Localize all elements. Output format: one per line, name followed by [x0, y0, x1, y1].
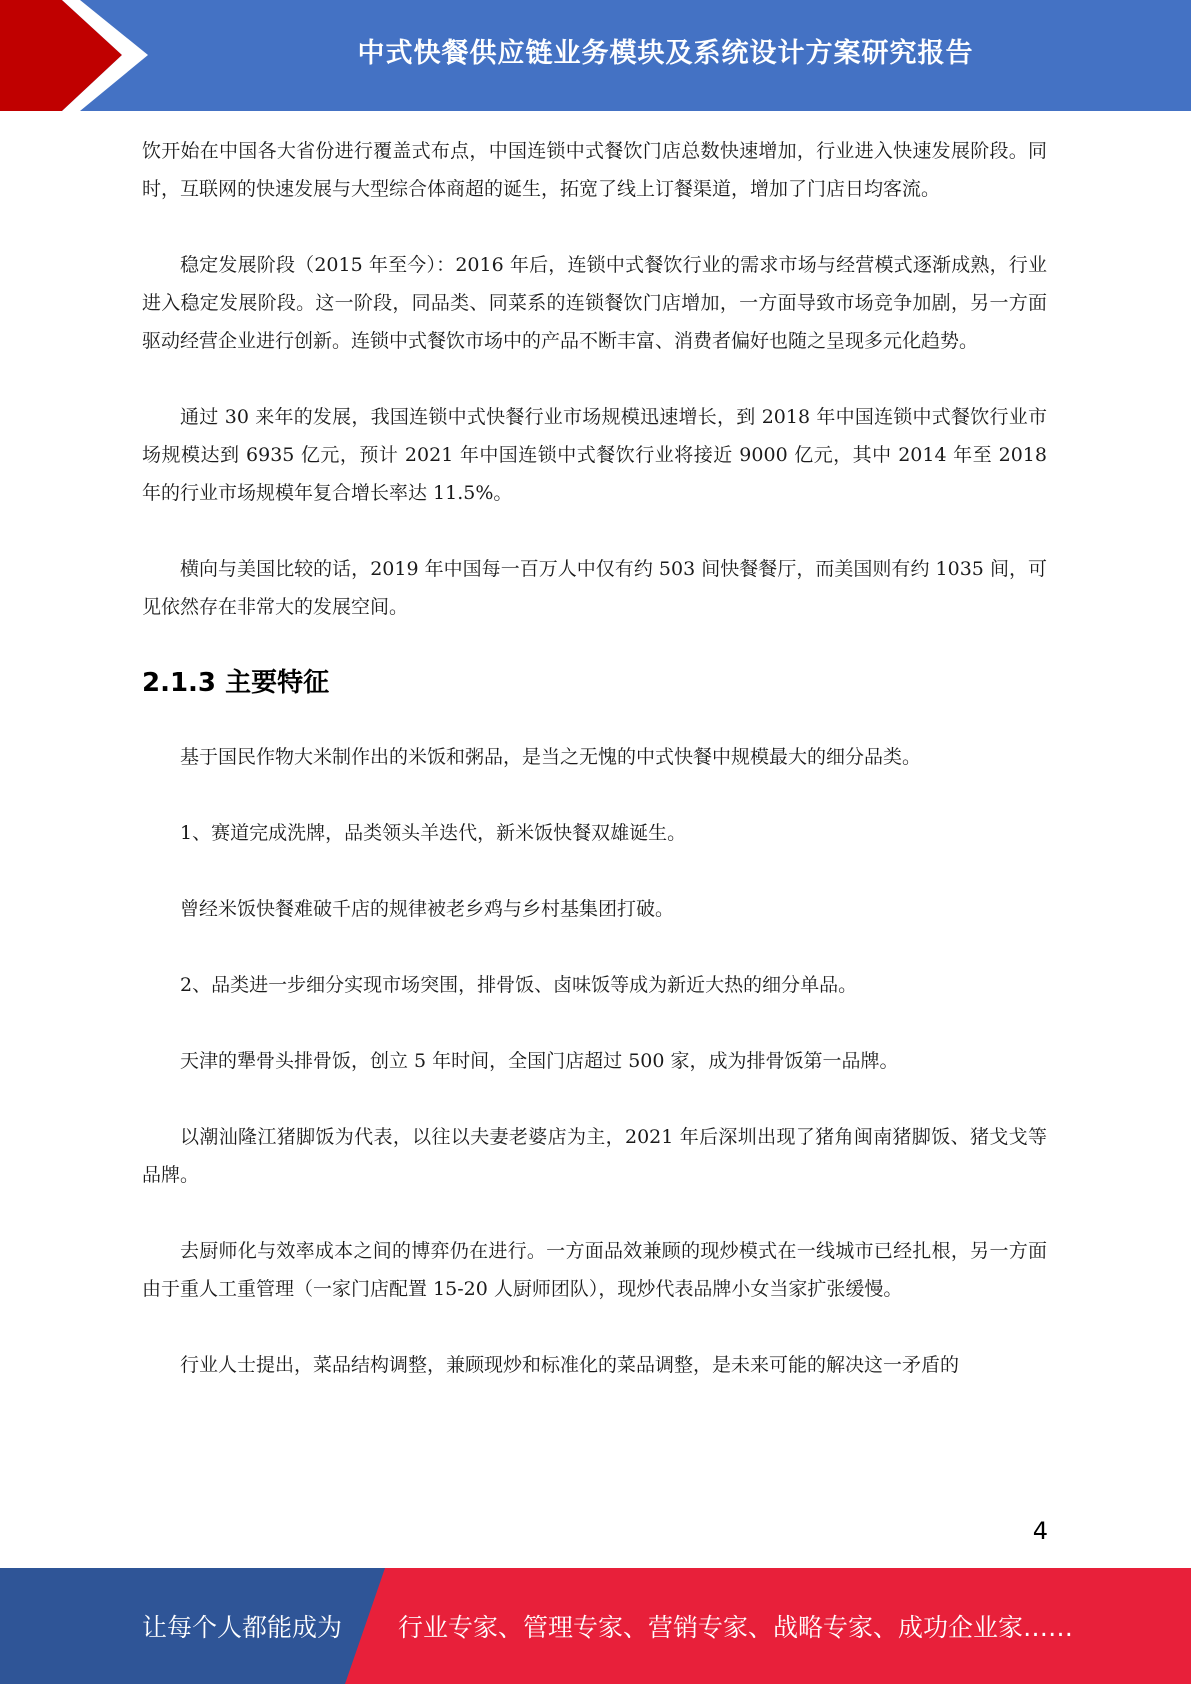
page-footer	[0, 1568, 1191, 1684]
paragraph: 基于国民作物大米制作出的米饭和粥品，是当之无愧的中式快餐中规模最大的细分品类。	[180, 746, 922, 768]
footer-slogan-right: 行业专家、管理专家、营销专家、战略专家、成功企业家……	[398, 1613, 1074, 1642]
paragraph: 通过 30 来年的发展，我国连锁中式快餐行业市场规模迅速增长，到 2018 年中国连锁中式餐饮行业市场规模达到 6935 亿元，预计 2021 年中国连锁中式餐饮行业将接近 9000 亿元，其中 2014 年至 2018 年的行业市场规模年复合增长率达 11.5%。	[142, 406, 1047, 504]
page-header	[0, 0, 1191, 111]
page-number: 4	[1032, 1517, 1048, 1545]
paragraph: 天津的犟骨头排骨饭，创立 5 年时间，全国门店超过 500 家，成为排骨饭第一品牌。	[180, 1050, 899, 1072]
paragraph: 行业人士提出，菜品结构调整，兼顾现炒和标准化的菜品调整，是未来可能的解决这一矛盾的	[180, 1354, 960, 1376]
header-arrow-decoration	[0, 0, 160, 111]
paragraph: 2、品类进一步细分实现市场突围，排骨饭、卤味饭等成为新近大热的细分单品。	[180, 974, 858, 996]
header-title: 中式快餐供应链业务模块及系统设计方案研究报告	[357, 37, 974, 69]
footer-slogan-left: 让每个人都能成为	[142, 1613, 343, 1642]
paragraph: 横向与美国比较的话，2019 年中国每一百万人中仅有约 503 间快餐餐厅，而美国则有约 1035 间，可见依然存在非常大的发展空间。	[142, 558, 1047, 618]
paragraph: 1、赛道完成洗牌，品类领头羊迭代，新米饭快餐双雄诞生。	[180, 822, 687, 844]
paragraph: 曾经米饭快餐难破千店的规律被老乡鸡与乡村基集团打破。	[180, 898, 675, 920]
section-heading: 2.1.3 主要特征	[142, 668, 330, 698]
paragraph: 饮开始在中国各大省份进行覆盖式布点，中国连锁中式餐饮门店总数快速增加，行业进入快速发展阶段。同时，互联网的快速发展与大型综合体商超的诞生，拓宽了线上订餐渠道，增加了门店日均客流。	[142, 140, 1047, 200]
paragraph: 稳定发展阶段（2015 年至今）：2016 年后，连锁中式餐饮行业的需求市场与经营模式逐渐成熟，行业进入稳定发展阶段。这一阶段，同品类、同菜系的连锁餐饮门店增加，一方面导致市场竞争加剧，另一方面驱动经营企业进行创新。连锁中式餐饮市场中的产品不断丰富、消费者偏好也随之呈现多元化趋势。	[142, 254, 1047, 352]
paragraph: 去厨师化与效率成本之间的博弈仍在进行。一方面品效兼顾的现炒模式在一线城市已经扎根，另一方面由于重人工重管理（一家门店配置 15-20 人厨师团队），现炒代表品牌小女当家扩张缓慢。	[142, 1240, 1047, 1300]
body-content	[142, 132, 1047, 1422]
paragraph: 以潮汕隆江猪脚饭为代表，以往以夫妻老婆店为主，2021 年后深圳出现了猪角闽南猪脚饭、猪戈戈等品牌。	[142, 1126, 1047, 1186]
